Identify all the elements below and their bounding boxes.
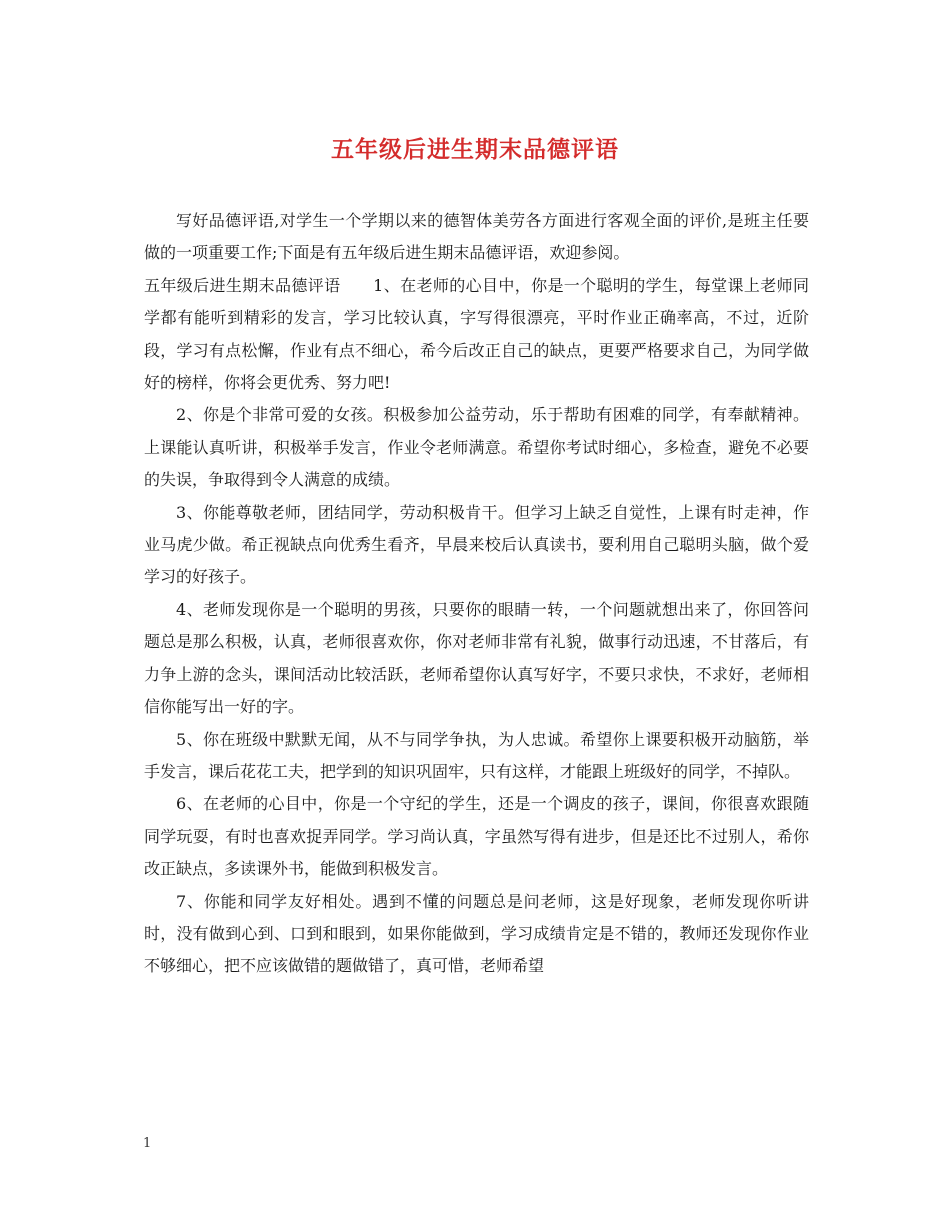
paragraph-2: 2、你是个非常可爱的女孩。积极参加公益劳动，乐于帮助有困难的同学，有奉献精神。上课能认真听讲，积极举手发言，作业令老师满意。希望你考试时细心，多检查，避免不必要的失误，争取得到令人满意的成绩。 <box>144 405 809 490</box>
paragraph-1: 五年级后进生期末品德评语 1、在老师的心目中，你是一个聪明的学生，每堂课上老师同学都有能听到精彩的发言，学习比较认真，字写得很漂亮，平时作业正确率高，不过，近阶段，学习有点松懈，作业有点不细心，希今后改正自己的缺点，更要严格要求自己，为同学做好的榜样，你将会更优秀、努力吧! <box>144 275 809 393</box>
paragraph-4: 4、老师发现你是一个聪明的男孩，只要你的眼睛一转，一个问题就想出来了，你回答问题总是那么积极，认真，老师很喜欢你，你对老师非常有礼貌，做事行动迅速，不甘落后，有力争上游的念头，课间活动比较活跃，老师希望你认真写好字，不要只求快，不求好，老师相信你能写出一好的字。 <box>144 599 809 717</box>
intro-paragraph: 写好品德评语,对学生一个学期以来的德智体美劳各方面进行客观全面的评价,是班主任要做的一项重要工作;下面是有五年级后进生期末品德评语，欢迎参阅。 <box>144 211 809 263</box>
paragraph-7: 7、你能和同学友好相处。遇到不懂的问题总是问老师，这是好现象，老师发现你听讲时，没有做到心到、口到和眼到，如果你能做到，学习成绩肯定是不错的，教师还发现你作业不够细心，把不应该做错的题做错了，真可惜，老师希望 <box>144 891 809 976</box>
paragraph-3: 3、你能尊敬老师，团结同学，劳动积极肯干。但学习上缺乏自觉性，上课有时走神，作业马虎少做。希正视缺点向优秀生看齐，早晨来校后认真读书，要利用自己聪明头脑，做个爱学习的好孩子。 <box>144 502 809 587</box>
page-number: 1 <box>143 1136 152 1151</box>
paragraph-6: 6、在老师的心目中，你是一个守纪的学生，还是一个调皮的孩子，课间，你很喜欢跟随同学玩耍，有时也喜欢捉弄同学。学习尚认真，字虽然写得有进步，但是还比不过别人，希你改正缺点，多读课外书，能做到积极发言。 <box>144 794 809 879</box>
paragraph-5: 5、你在班级中默默无闻，从不与同学争执，为人忠诚。希望你上课要积极开动脑筋，举手发言，课后花花工夫，把学到的知识巩固牢，只有这样，才能跟上班级好的同学，不掉队。 <box>144 729 809 781</box>
document-body <box>144 205 809 983</box>
document-title: 五年级后进生期末品德评语 <box>331 136 619 163</box>
